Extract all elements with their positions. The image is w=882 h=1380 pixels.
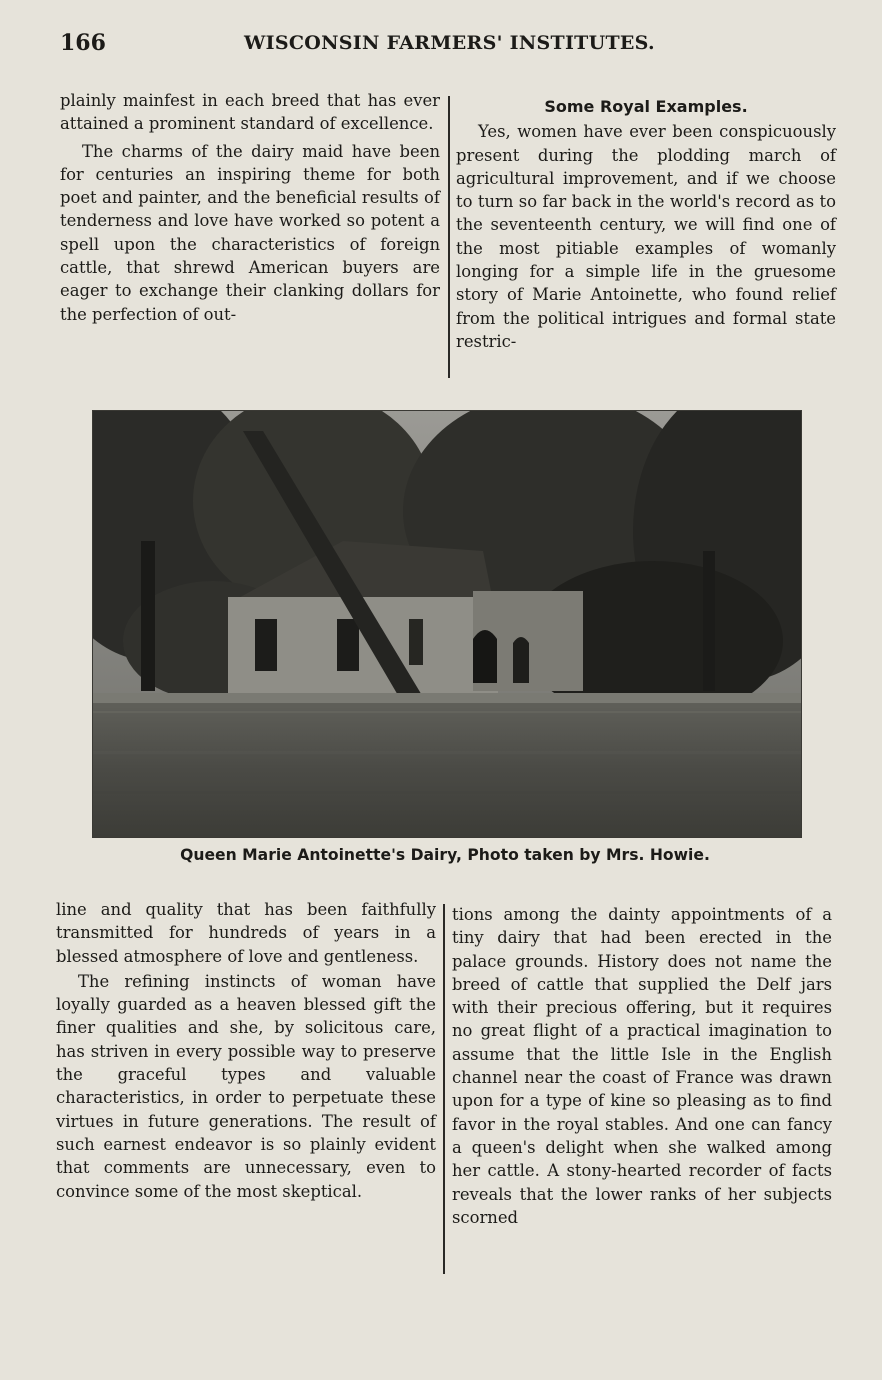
paragraph: line and quality that has been faithfully transmitted for hundreds of years in a blessed atmosphere of love and gentleness. [56, 900, 436, 966]
paragraph: tions among the dainty appointments of a tiny dairy that had been erected in the palace grounds. History does not name the breed of cattle that supplied the Delf jars with their precious offering, but it requires no great flight of a practical imagination to assume that the little Isle in the English channel near the coast of France was drawn upon for a type of kine so pleasing as to find favor in the royal stables. And one can fancy a queen's delight when she walked among her cattle. A stony-hearted recorder of facts reveals that the lower ranks of her subjects scorned [452, 905, 832, 1227]
running-title: WISCONSIN FARMERS' INSTITUTES. [244, 32, 655, 54]
paragraph: The refining instincts of woman have loyally guarded as a heaven blessed gift the finer qualities and she, by solicitous care, has striven in every possible way to preserve the graceful types and valuable characteristics, in order to perpetuate these virtues in future generations. The result of such earnest endeavor is so plainly evident that comments are unnecessary, even to convince some of the most skeptical. [56, 971, 436, 1201]
right-column-bottom [452, 903, 832, 1229]
page-header [60, 30, 850, 64]
photo-caption: Queen Marie Antoinette's Dairy, Photo taken by Mrs. Howie. [180, 846, 710, 864]
section-heading: Some Royal Examples. [544, 97, 748, 116]
paragraph: plainly mainfest in each breed that has ever attained a prominent standard of excellence. [60, 91, 440, 134]
left-column-bottom [56, 898, 436, 1203]
dairy-photo [92, 410, 802, 838]
page-number: 166 [60, 30, 106, 56]
left-column-top [60, 89, 440, 326]
column-rule-bottom [443, 904, 445, 1274]
paragraph: Yes, women have ever been conspicuously present during the plodding march of agricultural improvement, and if we choose to turn so far back in the world's record as to the seventeenth century, we will find one of the most pitiable examples of womanly longing for a simple life in the gruesome story of Marie Antoinette, who found relief from the political intrigues and formal state restric- [456, 122, 836, 351]
dairy-building-photo [93, 411, 801, 837]
right-column-top [456, 95, 836, 353]
paragraph: The charms of the dairy maid have been for centuries an inspiring theme for both poet and painter, and the beneficial results of tenderness and love have worked so potent a spell upon the characteristics of foreign cattle, that shrewd American buyers are eager to exchange their clanking dollars for the perfection of out- [60, 141, 440, 324]
column-rule-top [448, 96, 450, 378]
